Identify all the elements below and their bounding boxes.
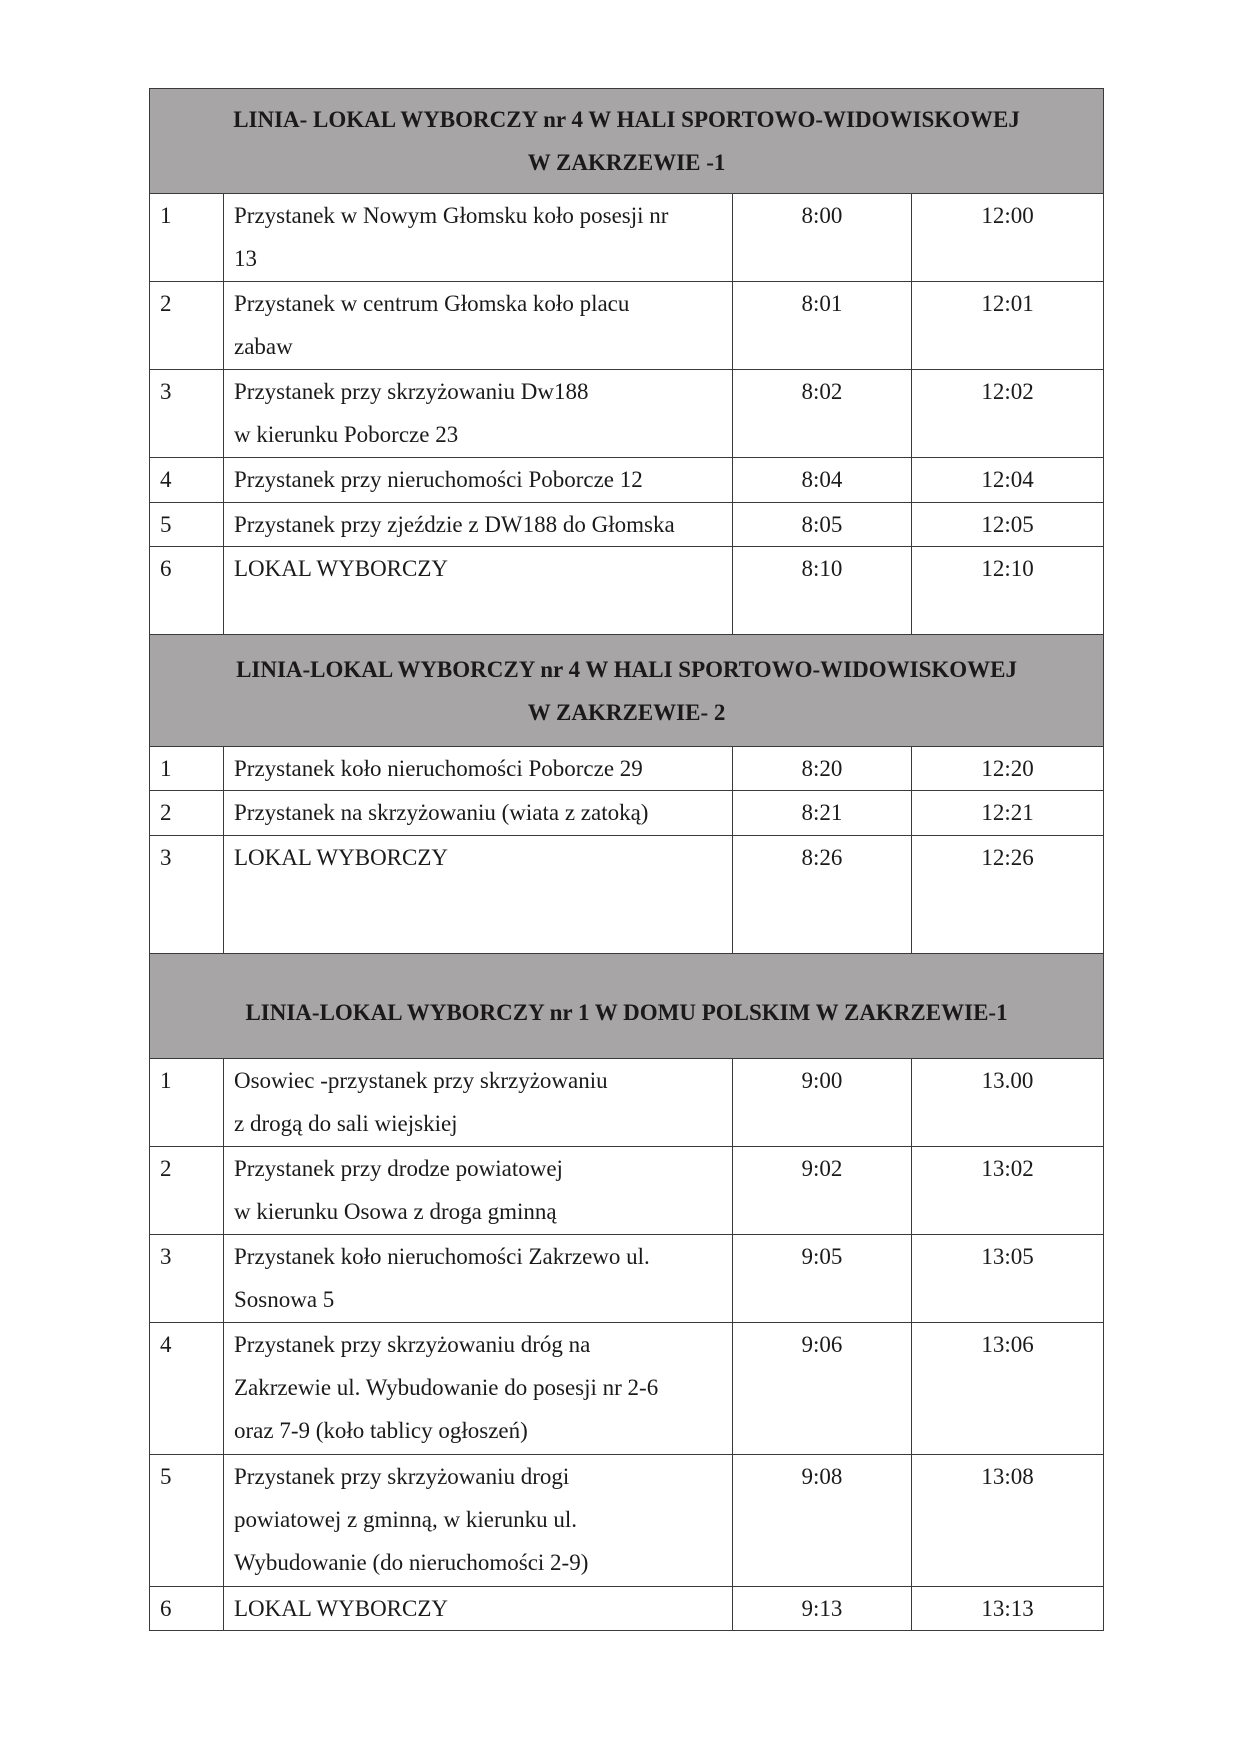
stop-row [150, 1587, 1104, 1631]
stop-description [224, 503, 733, 547]
stop-description-line: Przystanek koło nieruchomości Poborcze 29 [234, 756, 643, 781]
stop-description [224, 194, 733, 282]
section-title-line: W ZAKRZEWIE- 2 [527, 699, 726, 725]
morning-departure-time: 8:01 [733, 282, 912, 370]
stop-row [150, 1147, 1104, 1235]
stop-row [150, 282, 1104, 370]
morning-departure-time: 9:06 [733, 1323, 912, 1455]
morning-departure-time: 9:13 [733, 1587, 912, 1631]
stop-description-line: 13 [234, 246, 257, 271]
stop-description-line: LOKAL WYBORCZY [234, 556, 449, 581]
stop-description [224, 370, 733, 458]
morning-departure-time: 8:04 [733, 458, 912, 503]
noon-departure-time: 12:01 [912, 282, 1104, 370]
stop-description-line: Osowiec -przystanek przy skrzyżowaniu [234, 1068, 608, 1093]
section-header-row [150, 89, 1104, 194]
stop-description-line: LOKAL WYBORCZY [234, 1596, 449, 1621]
morning-departure-time: 9:02 [733, 1147, 912, 1235]
morning-departure-time: 8:05 [733, 503, 912, 547]
section-title-line: LINIA-LOKAL WYBORCZY nr 1 W DOMU POLSKIM W ZAKRZEWIE-1 [245, 999, 1008, 1025]
morning-departure-time: 8:20 [733, 747, 912, 791]
stop-row [150, 1059, 1104, 1147]
noon-departure-time: 12:02 [912, 370, 1104, 458]
stop-row [150, 1455, 1104, 1587]
stop-description-line: Przystanek na skrzyżowaniu (wiata z zatoką) [234, 800, 649, 825]
stop-description-line: Przystanek przy nieruchomości Poborcze 12 [234, 467, 643, 492]
stop-number: 2 [150, 1147, 224, 1235]
stop-description [224, 458, 733, 503]
stop-description-line: Przystanek przy skrzyżowaniu drogi [234, 1464, 570, 1489]
stop-description-line: LOKAL WYBORCZY [234, 845, 449, 870]
section-header [150, 635, 1104, 747]
stop-row [150, 503, 1104, 547]
noon-departure-time: 13.00 [912, 1059, 1104, 1147]
stop-row [150, 547, 1104, 635]
bus-schedule-table [149, 88, 1104, 1631]
section-header-row [150, 954, 1104, 1059]
stop-number: 5 [150, 503, 224, 547]
stop-description [224, 1235, 733, 1323]
noon-departure-time: 12:26 [912, 836, 1104, 954]
morning-departure-time: 8:10 [733, 547, 912, 635]
stop-row [150, 1323, 1104, 1455]
section-header-row [150, 635, 1104, 747]
stop-number: 4 [150, 458, 224, 503]
stop-description [224, 1323, 733, 1455]
noon-departure-time: 12:20 [912, 747, 1104, 791]
stop-description-line: powiatowej z gminną, w kierunku ul. [234, 1507, 578, 1532]
noon-departure-time: 13:13 [912, 1587, 1104, 1631]
section-header [150, 89, 1104, 194]
stop-description-line: Przystanek przy drodze powiatowej [234, 1156, 563, 1181]
noon-departure-time: 12:04 [912, 458, 1104, 503]
stop-row [150, 1235, 1104, 1323]
stop-description-line: Przystanek w centrum Głomska koło placu [234, 291, 630, 316]
stop-row [150, 747, 1104, 791]
stop-description [224, 791, 733, 836]
stop-number: 5 [150, 1455, 224, 1587]
stop-number: 3 [150, 836, 224, 954]
stop-description-line: Przystanek przy skrzyżowaniu dróg na [234, 1332, 591, 1357]
stop-description [224, 282, 733, 370]
noon-departure-time: 13:02 [912, 1147, 1104, 1235]
stop-row [150, 458, 1104, 503]
noon-departure-time: 12:05 [912, 503, 1104, 547]
stop-row [150, 370, 1104, 458]
morning-departure-time: 8:21 [733, 791, 912, 836]
stop-number: 2 [150, 791, 224, 836]
stop-description-line: w kierunku Osowa z droga gminną [234, 1199, 557, 1224]
stop-description-line: z drogą do sali wiejskiej [234, 1111, 458, 1136]
stop-row [150, 836, 1104, 954]
morning-departure-time: 8:02 [733, 370, 912, 458]
stop-description [224, 1455, 733, 1587]
morning-departure-time: 8:00 [733, 194, 912, 282]
stop-description-line: oraz 7-9 (koło tablicy ogłoszeń) [234, 1418, 528, 1443]
section-title-line: LINIA-LOKAL WYBORCZY nr 4 W HALI SPORTOWO-WIDOWISKOWEJ [236, 656, 1017, 682]
noon-departure-time: 12:00 [912, 194, 1104, 282]
stop-number: 3 [150, 370, 224, 458]
stop-number: 3 [150, 1235, 224, 1323]
noon-departure-time: 13:06 [912, 1323, 1104, 1455]
stop-description [224, 1059, 733, 1147]
stop-description-line: Przystanek w Nowym Głomsku koło posesji nr [234, 203, 669, 228]
stop-number: 6 [150, 547, 224, 635]
morning-departure-time: 9:00 [733, 1059, 912, 1147]
stop-number: 1 [150, 1059, 224, 1147]
morning-departure-time: 8:26 [733, 836, 912, 954]
section-header [150, 954, 1104, 1059]
stop-description [224, 547, 733, 635]
stop-description [224, 1147, 733, 1235]
stop-number: 1 [150, 194, 224, 282]
stop-number: 2 [150, 282, 224, 370]
stop-number: 1 [150, 747, 224, 791]
stop-number: 4 [150, 1323, 224, 1455]
stop-description-line: Przystanek koło nieruchomości Zakrzewo ul. [234, 1244, 650, 1269]
stop-description-line: w kierunku Poborcze 23 [234, 422, 459, 447]
stop-description-line: Przystanek przy skrzyżowaniu Dw188 [234, 379, 589, 404]
stop-description [224, 836, 733, 954]
noon-departure-time: 12:21 [912, 791, 1104, 836]
noon-departure-time: 13:05 [912, 1235, 1104, 1323]
stop-description [224, 1587, 733, 1631]
stop-row [150, 791, 1104, 836]
section-title-line: W ZAKRZEWIE -1 [527, 150, 726, 175]
morning-departure-time: 9:05 [733, 1235, 912, 1323]
section-title-line: LINIA- LOKAL WYBORCZY nr 4 W HALI SPORTOWO-WIDOWISKOWEJ [233, 107, 1020, 132]
stop-description-line: Wybudowanie (do nieruchomości 2-9) [234, 1550, 589, 1575]
stop-description-line: Przystanek przy zjeździe z DW188 do Głomska [234, 512, 675, 537]
morning-departure-time: 9:08 [733, 1455, 912, 1587]
stop-description-line: Sosnowa 5 [234, 1287, 335, 1312]
stop-row [150, 194, 1104, 282]
stop-description [224, 747, 733, 791]
noon-departure-time: 13:08 [912, 1455, 1104, 1587]
noon-departure-time: 12:10 [912, 547, 1104, 635]
stop-description-line: zabaw [234, 334, 293, 359]
stop-number: 6 [150, 1587, 224, 1631]
stop-description-line: Zakrzewie ul. Wybudowanie do posesji nr 2-6 [234, 1375, 659, 1400]
